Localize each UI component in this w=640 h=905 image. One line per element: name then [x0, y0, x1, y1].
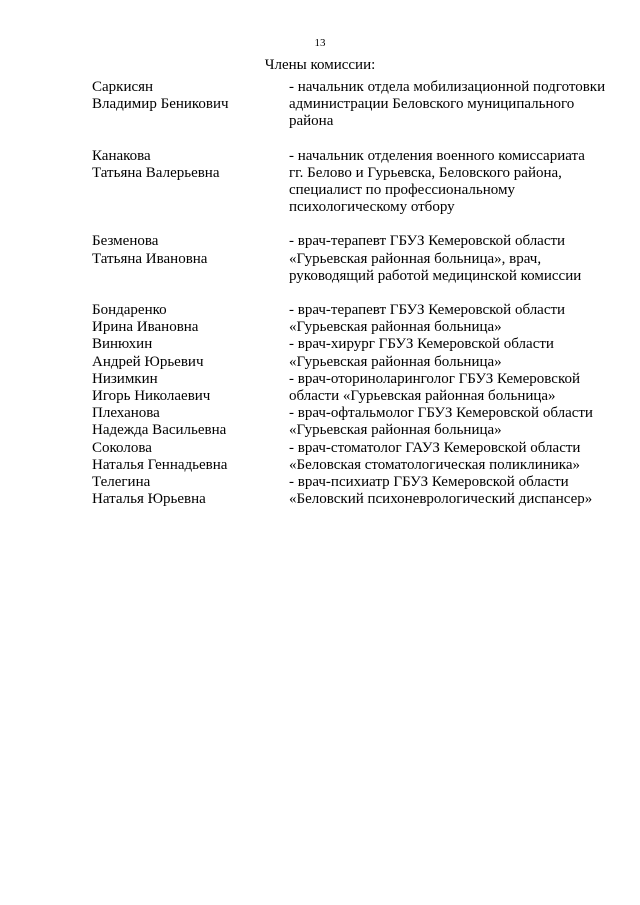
member-surname: Плеханова: [92, 405, 160, 422]
member-surname: Соколова: [92, 439, 152, 456]
member-role: [289, 371, 622, 405]
member-role: [289, 405, 622, 439]
member-name: [92, 336, 289, 370]
member-role-line: специалист по профессиональному: [289, 182, 515, 199]
page-number: 13: [314, 37, 326, 49]
member-surname: Саркисян: [92, 79, 154, 95]
member-name: [92, 474, 289, 508]
commission-members-list: [92, 79, 622, 508]
member-given-names: Владимир Беникович: [92, 96, 229, 113]
member-role-line: психологическому отбору: [289, 199, 455, 216]
member-name: [92, 148, 289, 217]
member-given-names: Татьяна Ивановна: [92, 250, 208, 267]
member-role: [289, 440, 622, 474]
member-role-line: - врач-психиатр ГБУЗ Кемеровской области: [289, 474, 569, 491]
member-role-line: района: [289, 113, 334, 130]
member-entry: [92, 79, 622, 131]
member-role-line: руководящий работой медицинской комиссии: [289, 267, 582, 284]
member-name: [92, 440, 289, 474]
member-surname: Безменова: [92, 233, 159, 250]
member-entry: [92, 405, 622, 439]
member-role-line: «Гурьевская районная больница»: [289, 422, 502, 439]
member-role-line: - врач-стоматолог ГАУЗ Кемеровской области: [289, 439, 581, 456]
member-role-line: «Беловская стоматологическая поликлиника»: [289, 456, 581, 473]
member-given-names: Наталья Юрьевна: [92, 491, 206, 508]
member-given-names: Наталья Геннадьевна: [92, 456, 228, 473]
member-surname: Винюхин: [92, 336, 153, 353]
member-entry: [92, 371, 622, 405]
member-role-line: - начальник отделения военного комиссариата: [289, 147, 585, 164]
member-role: [289, 233, 622, 285]
member-role-line: - врач-терапевт ГБУЗ Кемеровской области: [289, 233, 566, 250]
member-role: [289, 148, 622, 217]
member-entry: [92, 148, 622, 217]
member-role: [289, 79, 622, 131]
member-role-line: области «Гурьевская районная больница»: [289, 388, 556, 405]
member-name: [92, 405, 289, 439]
member-role: [289, 474, 622, 508]
member-role-line: «Гурьевская районная больница», врач,: [289, 250, 542, 267]
member-entry: [92, 233, 622, 285]
member-role-line: - врач-оториноларинголог ГБУЗ Кемеровской: [289, 370, 580, 387]
member-role-line: - врач-хирург ГБУЗ Кемеровской области: [289, 336, 554, 353]
member-role-line: - врач-терапевт ГБУЗ Кемеровской области: [289, 302, 566, 319]
member-surname: Низимкин: [92, 370, 158, 387]
member-name: [92, 302, 289, 336]
member-name: [92, 79, 289, 131]
member-surname: Телегина: [92, 474, 151, 491]
member-name: [92, 371, 289, 405]
member-name: [92, 233, 289, 285]
member-surname: Бондаренко: [92, 302, 167, 319]
member-entry: [92, 440, 622, 474]
member-given-names: Андрей Юрьевич: [92, 353, 204, 370]
member-entry: [92, 474, 622, 508]
member-role-line: «Гурьевская районная больница»: [289, 353, 502, 370]
member-role: [289, 336, 622, 370]
member-role-line: - врач-офтальмолог ГБУЗ Кемеровской области: [289, 405, 593, 422]
member-given-names: Игорь Николаевич: [92, 388, 211, 405]
member-role-line: администрации Беловского муниципального: [289, 96, 575, 113]
member-role-line: гг. Белово и Гурьевска, Беловского района,: [289, 164, 562, 181]
section-heading: Члены комиссии:: [264, 57, 376, 73]
member-given-names: Надежда Васильевна: [92, 422, 227, 439]
member-role-line: «Беловский психоневрологический диспансер»: [289, 491, 593, 508]
member-given-names: Ирина Ивановна: [92, 319, 199, 336]
member-surname: Канакова: [92, 147, 151, 164]
member-entry: [92, 336, 622, 370]
member-role-line: «Гурьевская районная больница»: [289, 319, 502, 336]
member-role-line: - начальник отдела мобилизационной подготовки: [289, 79, 606, 95]
member-role: [289, 302, 622, 336]
member-entry: [92, 302, 622, 336]
member-given-names: Татьяна Валерьевна: [92, 164, 220, 181]
